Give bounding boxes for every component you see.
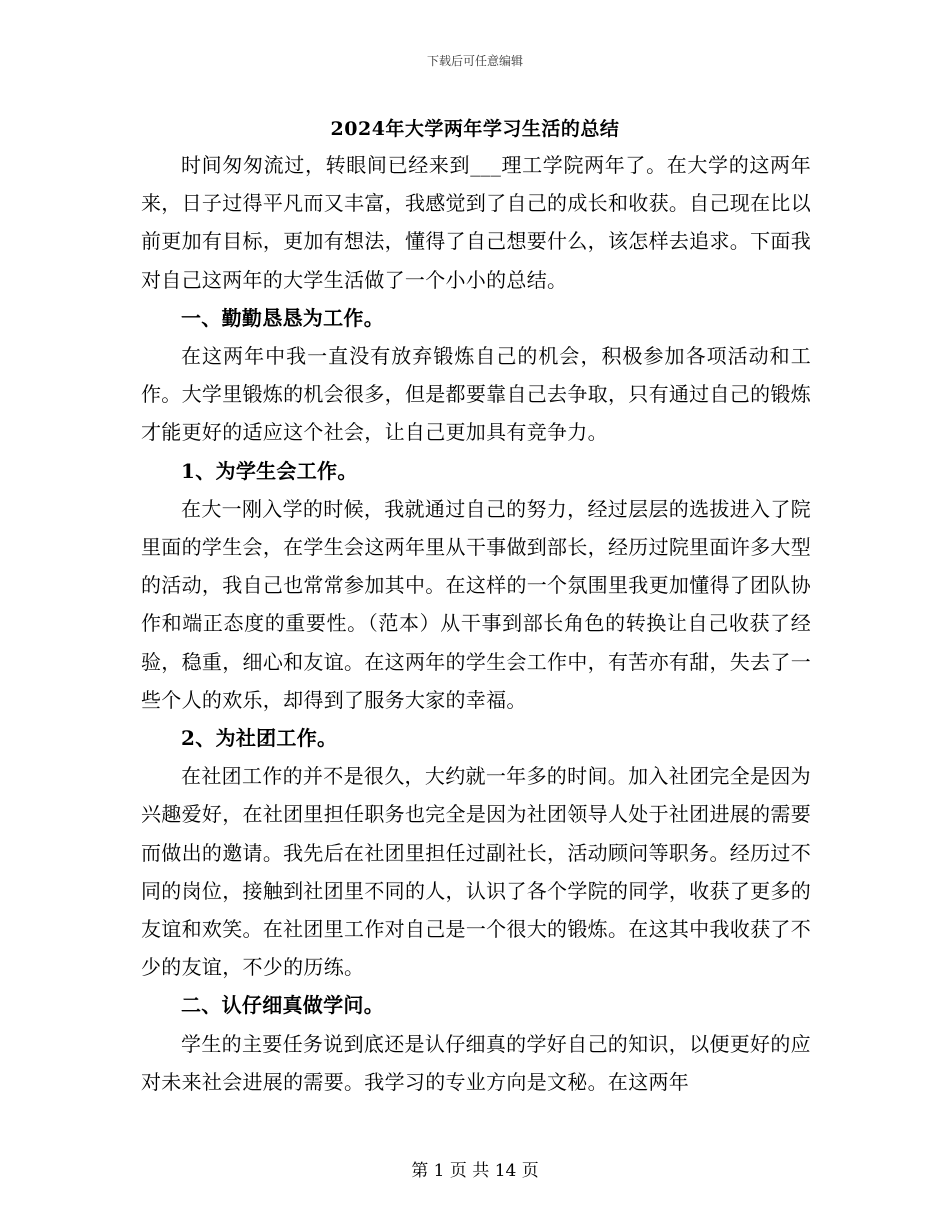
- paragraph-club: 在社团工作的并不是很久，大约就一年多的时间。加入社团完全是因为兴趣爱好，在社团里担任职务也完全是因为社团领导人处于社团进展的需要而做出的邀请。我先后在社团里担任过副社长，活动顾问等职务。经历过不同的岗位，接触到社团里不同的人，认识了各个学院的同学，收获了更多的友谊和欢笑。在社团里工作对自己是一个很大的锻炼。在这其中我收获了不少的友谊，不少的历练。: [141, 764, 811, 980]
- paragraph-student-union: 在大一刚入学的时候，我就通过自己的努力，经过层层的选拔进入了院里面的学生会，在学生会这两年里从干事做到部长，经历过院里面许多大型的活动，我自己也常常参加其中。在这样的一个氛围里我更加懂得了团队协作和端正态度的重要性。（范本）从干事到部长角色的转换让自己收获了经验，稳重，细心和友谊。在这两年的学生会工作中，有苦亦有甜，失去了一些个人的欢乐，却得到了服务大家的幸福。: [141, 496, 811, 712]
- page-header: 下载后可任意编辑: [426, 54, 523, 68]
- paragraph-study: 学生的主要任务说到底还是认仔细真的学好自己的知识，以便更好的应对未来社会进展的需要。我学习的专业方向是文秘。在这两年: [141, 1031, 811, 1094]
- paragraph-intro: 时间匆匆流过，转眼间已经来到___理工学院两年了。在大学的这两年来，日子过得平凡而又丰富，我感觉到了自己的成长和收获。自己现在比以前更加有目标，更加有想法，懂得了自己想要什么，该怎样去追求。下面我对自己这两年的大学生活做了一个小小的总结。: [141, 153, 811, 292]
- section-heading-study: 二、认仔细真做学问。: [181, 993, 384, 1018]
- paragraph-work: 在这两年中我一直没有放弃锻炼自己的机会，积极参加各项活动和工作。大学里锻炼的机会很多，但是都要靠自己去争取，只有通过自己的锻炼才能更好的适应这个社会，让自己更加具有竞争力。: [141, 344, 811, 445]
- page-number: 第 1 页 共 14 页: [411, 1161, 539, 1181]
- document-title: 2024年大学两年学习生活的总结: [330, 118, 620, 140]
- subheading-club: 2、为社团工作。: [181, 726, 338, 751]
- document-body: [141, 146, 811, 1101]
- section-heading-work: 一、勤勤恳恳为工作。: [181, 305, 384, 330]
- subheading-student-union: 1、为学生会工作。: [181, 458, 358, 483]
